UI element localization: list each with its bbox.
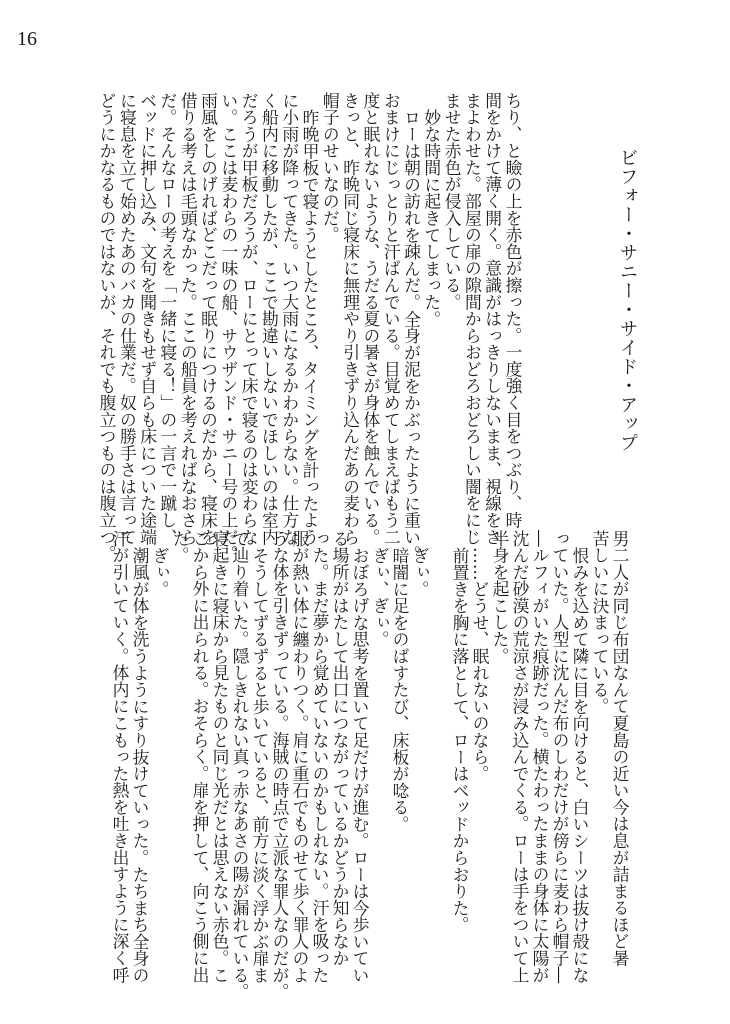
text-line: 度と眠れないような、うだる夏の暑さが身体を蝕んでいる。 <box>360 92 381 546</box>
text-line: 雨風をしのげればどこだって眠りにつけるのだから、寝床を <box>198 92 219 546</box>
text-line: ぎぃ。 <box>410 546 430 598</box>
text-line: に寝息を立て始めたあのバカの仕業だ。奴の勝手さは言って <box>117 92 138 546</box>
text-line: 寝起きに寝床から見たものと同じ光だとは思えない赤色。こ <box>210 530 230 984</box>
text-line: 間をかけて薄く開く。意識がはっきりしないまま、視線をさ <box>482 92 503 546</box>
text-line: ベッドに押し込み、文句を聞きもせず自らも床についた途端 <box>137 92 158 546</box>
text-line: おぼろげな思考を置いて足だけが進む。ローは今歩いてい <box>350 546 370 984</box>
text-line: 服が熱い体に纏わりつく。肩に重石でものせて歩く罪人のよ <box>290 530 310 984</box>
text-line: 半身を起こした。 <box>490 530 510 665</box>
text-line: どうにかなるものではないが、それでも腹立つものは腹立つ。 <box>97 92 118 563</box>
text-line: る場所がはたして出口につながっているかどうか知らなか <box>330 530 350 967</box>
text-line: に小雨が降ってきた。いつ大雨になるかわからない。仕方な <box>279 92 300 546</box>
page-number: 16 <box>17 28 37 50</box>
text-line: た。 <box>170 530 190 564</box>
text-line: 男二人が同じ布団なんて夏島の近い今は息が詰まるほど暑 <box>610 530 630 967</box>
text-line: い。ここは麦わらの一味の船、サウザンド・サニー号の上だ。 <box>218 92 239 563</box>
text-line: 妙な時間に起きてしまった。 <box>421 108 442 328</box>
text-line: 借りる考えは毛頭なかった。ここの船員を考えればなおさら <box>178 92 199 546</box>
text-line: そうしてずるずると歩いていると、前方に淡く浮かぶ扉ま <box>250 546 270 984</box>
text-line: く船内に移動したが、ここで勘違いしないでほしいのは室内 <box>259 92 280 546</box>
text-line: ぎぃ、ぎぃ。 <box>370 546 390 648</box>
text-line: 汗が引いていく。体内にこもった熱を吐き出すように深く呼 <box>110 530 130 984</box>
text-line: だろうが甲板だろうが、ローにとって床で寝るのは変わらな <box>239 92 260 546</box>
text-line: ……どうせ、眠れないのなら。 <box>470 546 490 782</box>
text-line: 沈んだ砂漠の荒涼さが浸み込んでくる。ローは手をついて上 <box>510 530 530 984</box>
text-line: ませた赤色が侵入している。 <box>442 92 463 311</box>
text-line: ローは朝の訪れを疎んだ。全身が泥をかぶったように重い。 <box>401 108 422 563</box>
text-line: まよわせた。部屋の扉の隙間からおどろおどろしい闇をにじ <box>462 92 483 546</box>
text-line: 苦しいに決まっている。 <box>590 530 610 715</box>
text-line: で辿り着いた。隠しきれない真っ赤なあさの陽が漏れている。 <box>230 530 250 1001</box>
text-line: こから外に出られる。おそらく。扉を押して、向こう側に出 <box>190 530 210 984</box>
text-line: 帽子のせいなのだ。 <box>320 92 341 244</box>
text-line: ―ルフィがいた痕跡だった。横たわったままの身体に太陽が <box>530 530 550 984</box>
chapter-title: ビフォー・サニー・サイド・アップ <box>617 148 638 452</box>
text-line: 潮風が体を洗うようにすり抜けていった。たちまち全身の <box>130 546 150 984</box>
text-line: 前置きを胸に落として、ローはベッドからおりた。 <box>450 546 470 933</box>
body-text-upper <box>97 92 523 563</box>
text-line: 暗闇に足をのばすたび、床板が唸る。 <box>390 546 410 833</box>
text-line: ちり、と瞼の上を赤色が擦った。一度強く目をつぶり、時 <box>503 92 523 529</box>
text-line: った。まだ夢から覚めていないのかもしれない。汗を吸った <box>310 530 330 984</box>
text-line: おまけにじっとりと汗ばんでいる。目覚めてしまえばもう二 <box>381 92 402 546</box>
blank-line <box>430 530 450 970</box>
body-text-lower <box>110 530 630 1001</box>
text-line: だ。そんなローの考えを「一緒に寝る！」の一言で一蹴し、 <box>157 92 178 546</box>
text-line: ぎぃ。 <box>150 546 170 598</box>
text-line: 恨みを込めて隣に目を向けると、白いシーツは抜け殻にな <box>570 546 590 984</box>
text-line: 昨晩甲板で寝ようとしたところ、タイミングを計ったよう <box>300 108 321 546</box>
text-line: うな体を引きずっている。海賊の時点で立派な罪人なのだが。 <box>270 530 290 1001</box>
text-line: っていた。人型に沈んだ布のしわだけが傍らに麦わら帽子― <box>550 530 570 984</box>
text-line: きっと、昨晩同じ寝床に無理やり引きずり込んだあの麦わら <box>340 92 361 546</box>
